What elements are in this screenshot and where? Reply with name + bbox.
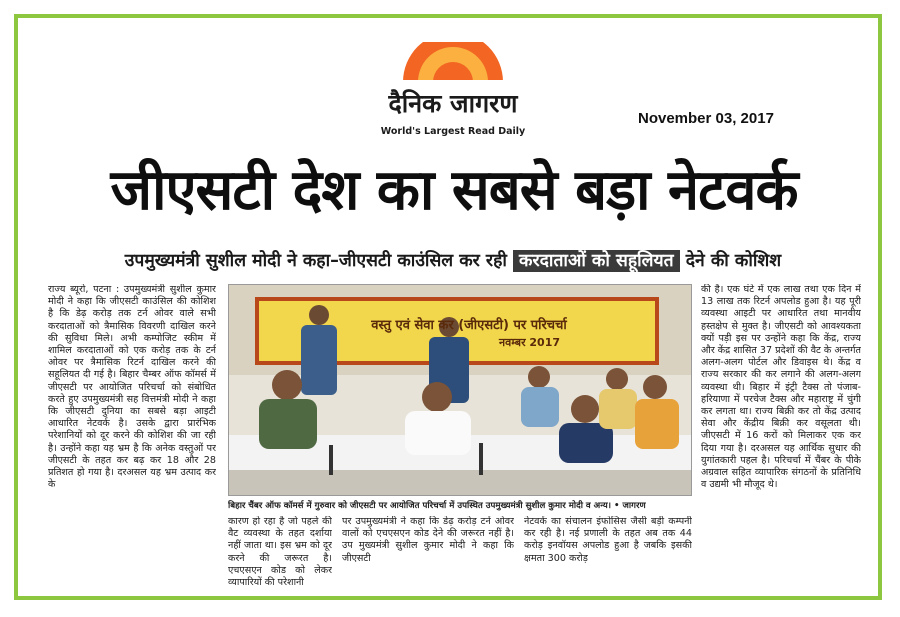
banner-date: नवम्बर 2017	[499, 336, 561, 349]
subhead-highlight: करदाताओं को सहूलियत	[513, 250, 680, 272]
article-column-bottom-3: नेटवर्क का संचालन इंफोसिस जैसी बड़ी कम्पनी कर रही है। नई प्रणाली के तहत अब तक 44 करोड़ इनवॉयस अपलोड हुआ है जबकि इसकी क्षमता 300 करोड़	[524, 516, 692, 564]
rising-sun-logo	[398, 42, 508, 84]
newspaper-tagline: World's Largest Read Daily	[380, 126, 526, 137]
subheadline	[48, 246, 858, 276]
article-column-left: राज्य ब्यूरो, पटना : उपमुख्यमंत्री सुशील कुमार मोदी ने कहा कि जीएसटी काउंसिल की कोशिश है कि डेढ़ करोड़ तक टर्न ओवर वाले सभी करदाताओं को त्रैमासिक विवरणी दाखिल करने की सुविधा मिले। अभी कम्पोजिट स्कीम में शामिल करदाताओं को एक करोड़ तक के टर्न ओवर पर त्रैमासिक रिटर्न दाखिल करने की सहूलियत दी गई है। बिहार चैम्बर ऑफ कॉमर्स में जीएसटी पर आयोजित परिचर्चा को संबोधित करते हुए उपमुख्यमंत्री सह वित्तमंत्री मोदी ने कहा कि जीएसटी दुनिया का सबसे बड़ा आइटी आधारित नेटवर्क है। उसके द्वारा प्रारंभिक परेशानियों को दूर करने की कोशिश की जा रही है। उन्होंने कहा यह भ्रम है कि अनेक वस्तुओं पर जीएसटी के तहत कर बढ़ कर 18 और 28 प्रतिशत हो गया है। दरअसल यह भ्रम उत्पाद कर के	[48, 284, 216, 491]
newspaper-name: दैनिक जागरण	[388, 89, 518, 118]
photo-caption: बिहार चैंबर ऑफ कॉमर्स में गुरुवार को जीएसटी पर आयोजित परिचर्चा में उपस्थित उपमुख्यमंत्री सुशील कुमार मोदी व अन्य। • जागरण	[228, 501, 646, 511]
publication-date: November 03, 2017	[638, 110, 774, 127]
article-column-bottom-1: कारण हो रहा है जो पहले की वैट व्यवस्था के तहत दर्शाया नहीं जाता था। इस भ्रम को दूर करने की जरूरत है। एचएसएन कोड को लेकर व्यापारियों की परेशानी	[228, 516, 332, 589]
banner-title: वस्तु एवं सेवा कर (जीएसटी) पर परिचर्चा	[371, 318, 567, 333]
masthead	[348, 38, 558, 148]
subhead-text: उपमुख्यमंत्री सुशील मोदी ने कहा–जीएसटी काउंसिल कर रही	[124, 251, 507, 271]
clipping-frame	[14, 14, 882, 600]
article-column-right: की है। एक घंटे में एक लाख तथा एक दिन में 13 लाख तक रिटर्न अपलोड हुआ है। यह पूरी व्यवस्था आइटी पर आधारित तथा मानवीय हस्तक्षेप से मुक्त है। जीएसटी को आवश्यकता क्यों पड़ी इस पर उन्होंने कहा कि केंद्र, राज्य और केंद्र शासित 37 प्रदेशों की वैट के अन्तर्गत अलग-अलग पोर्टल और डिवाइस थे। केंद्र व राज्य सरकार की कर लगाने की अलग-अलग व्यवस्था थी। बिहार में इंट्री टैक्स तो पंजाब-हरियाणा में परचेज टैक्स और महाराष्ट्र में चुंगी कर लगता था। राज्य बिक्री कर तो केंद्र उत्पाद सेवा और केंद्रीय बिक्री कर वसूलता थी। जीएसटी में 16 करों को मिलाकर एक कर दिया गया है। दरअसल यह आर्थिक सुधार की युगांतकारी पहल है। परिचर्चा में चैंबर के पीके अग्रवाल सहित व्यापारिक संगठनों के प्रतिनिधि व उद्यमी भी मौजूद थे।	[701, 284, 861, 491]
event-photo	[228, 284, 692, 496]
subhead-text-end: देने की कोशिश	[685, 251, 782, 271]
headline: जीएसटी देश का सबसे बड़ा नेटवर्क	[110, 158, 798, 223]
article-column-bottom-2: पर उपमुख्यमंत्री ने कहा कि डेढ़ करोड़ टर्न ओवर वालों को एचएसएन कोड देने की जरूरत नहीं है। उप मुख्यमंत्री सुशील कुमार मोदी ने कहा कि जीएसटी	[342, 516, 514, 564]
